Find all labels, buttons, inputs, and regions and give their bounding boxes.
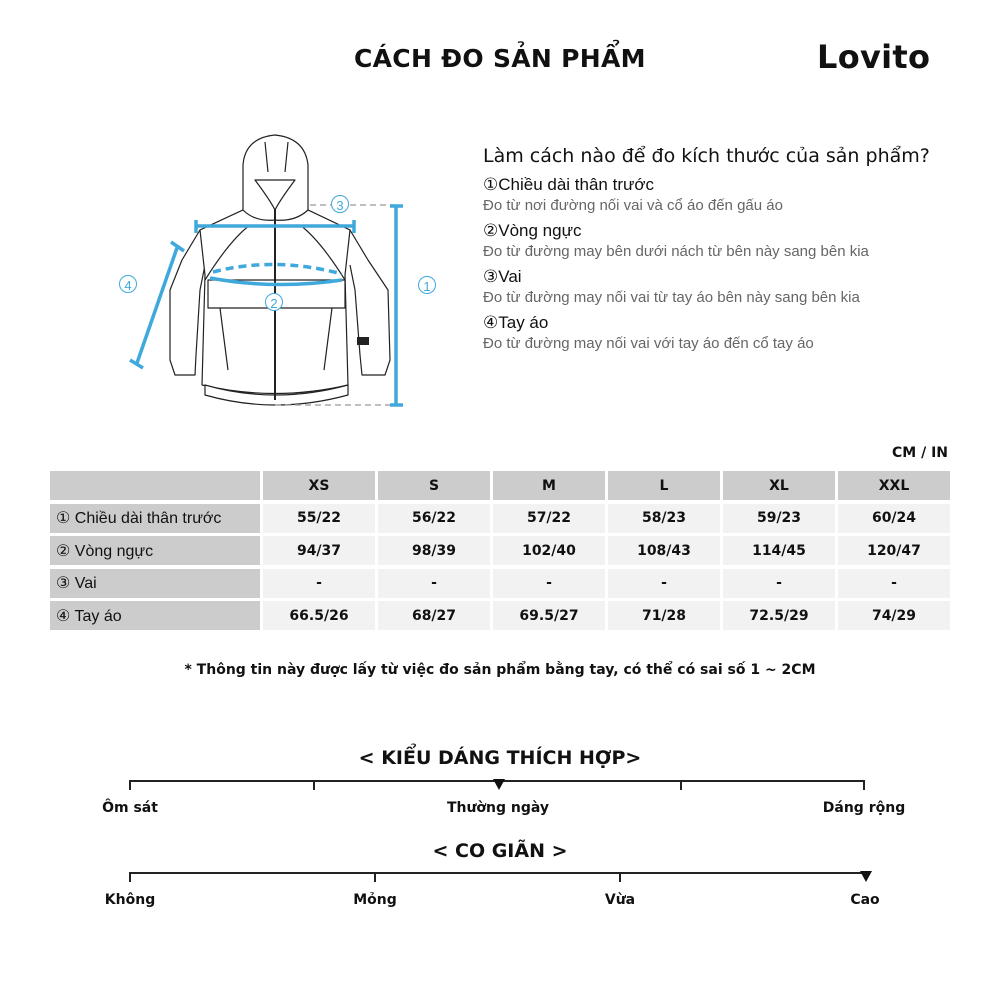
guide-item-desc: Đo từ đường may bên dưới nách từ bên này sang bên kia (483, 243, 869, 260)
table-cell: 55/22 (263, 504, 375, 533)
stretch-label-high: Cao (850, 892, 880, 908)
table-row (50, 504, 948, 533)
guide-item-sleeve (483, 312, 943, 354)
guide-item-desc: Đo từ đường may nối vai với tay áo đến cổ tay áo (483, 335, 814, 352)
svg-text:3: 3 (336, 198, 344, 213)
table-cell: - (493, 569, 605, 598)
scale-tick (129, 780, 131, 790)
table-cell: 60/24 (838, 504, 950, 533)
table-cell: 108/43 (608, 536, 720, 565)
table-cell: - (838, 569, 950, 598)
row-label: ② Vòng ngực (50, 536, 260, 565)
table-header-row (50, 471, 948, 500)
table-cell: - (378, 569, 490, 598)
row-label: ① Chiều dài thân trước (50, 504, 260, 533)
stretch-label-medium: Vừa (604, 892, 636, 908)
jacket-measurement-diagram (100, 130, 450, 420)
guide-item-title: ③Vai (483, 267, 522, 286)
table-cell: 57/22 (493, 504, 605, 533)
size-header: S (378, 471, 490, 500)
scale-tick (313, 780, 315, 790)
table-cell: 114/45 (723, 536, 835, 565)
size-table (50, 471, 948, 634)
table-corner-cell (50, 471, 260, 500)
table-cell: 72.5/29 (723, 601, 835, 630)
jacket-outline-icon (100, 130, 450, 420)
guide-item-shoulder (483, 266, 943, 308)
guide-item-title: ②Vòng ngực (483, 221, 582, 240)
guide-item-chest (483, 220, 943, 262)
table-row (50, 536, 948, 565)
table-cell: 56/22 (378, 504, 490, 533)
fit-scale (102, 780, 906, 816)
scale-tick (619, 872, 621, 882)
table-cell: 69.5/27 (493, 601, 605, 630)
table-cell: - (723, 569, 835, 598)
fit-pointer-icon (493, 779, 505, 790)
guide-item-desc: Đo từ nơi đường nối vai và cổ áo đến gấu áo (483, 197, 783, 214)
table-cell: 94/37 (263, 536, 375, 565)
tag-icon (357, 337, 369, 345)
scale-tick (680, 780, 682, 790)
size-header: L (608, 471, 720, 500)
table-cell: 120/47 (838, 536, 950, 565)
size-header: XXL (838, 471, 950, 500)
row-label: ③ Vai (50, 569, 260, 598)
table-cell: 66.5/26 (263, 601, 375, 630)
table-cell: - (608, 569, 720, 598)
table-cell: - (263, 569, 375, 598)
size-header: XS (263, 471, 375, 500)
table-cell: 59/23 (723, 504, 835, 533)
stretch-label-none: Không (104, 892, 156, 908)
table-cell: 58/23 (608, 504, 720, 533)
svg-text:1: 1 (423, 279, 431, 294)
table-cell: 98/39 (378, 536, 490, 565)
table-cell: 68/27 (378, 601, 490, 630)
fit-label-regular: Thường ngày (446, 800, 550, 816)
stretch-scale (104, 872, 880, 908)
guide-item-desc: Đo từ đường may nối vai từ tay áo bên này sang bên kia (483, 289, 860, 306)
svg-text:2: 2 (270, 296, 278, 311)
size-header: M (493, 471, 605, 500)
guide-question: Làm cách nào để đo kích thước của sản phẩm? (483, 145, 930, 167)
fit-label-tight: Ôm sát (102, 800, 158, 816)
guide-item-title: ①Chiều dài thân trước (483, 175, 655, 194)
svg-text:4: 4 (124, 278, 132, 293)
stretch-label-thin: Mỏng (353, 892, 397, 908)
fit-label-loose: Dáng rộng (822, 800, 906, 816)
fit-scale-title: < KIỂU DÁNG THÍCH HỢP> (358, 747, 642, 769)
table-cell: 71/28 (608, 601, 720, 630)
row-label: ④ Tay áo (50, 601, 260, 630)
scale-tick (374, 872, 376, 882)
size-header: XL (723, 471, 835, 500)
stretch-pointer-icon (860, 871, 872, 882)
table-cell: 74/29 (838, 601, 950, 630)
unit-label: CM / IN (892, 445, 948, 461)
guide-item-length (483, 174, 943, 216)
scale-tick (129, 872, 131, 882)
scale-tick (863, 780, 865, 790)
measurement-guide (483, 140, 943, 358)
page-title: CÁCH ĐO SẢN PHẨM (354, 44, 646, 73)
brand-logo: Lovito (817, 38, 931, 76)
table-row (50, 601, 948, 630)
table-row (50, 569, 948, 598)
guide-item-title: ④Tay áo (483, 313, 549, 332)
table-cell: 102/40 (493, 536, 605, 565)
stretch-scale-title: < CO GIÃN > (432, 840, 568, 862)
measurement-note: * Thông tin này được lấy từ việc đo sản phẩm bằng tay, có thể có sai số 1 ~ 2CM (184, 662, 816, 678)
